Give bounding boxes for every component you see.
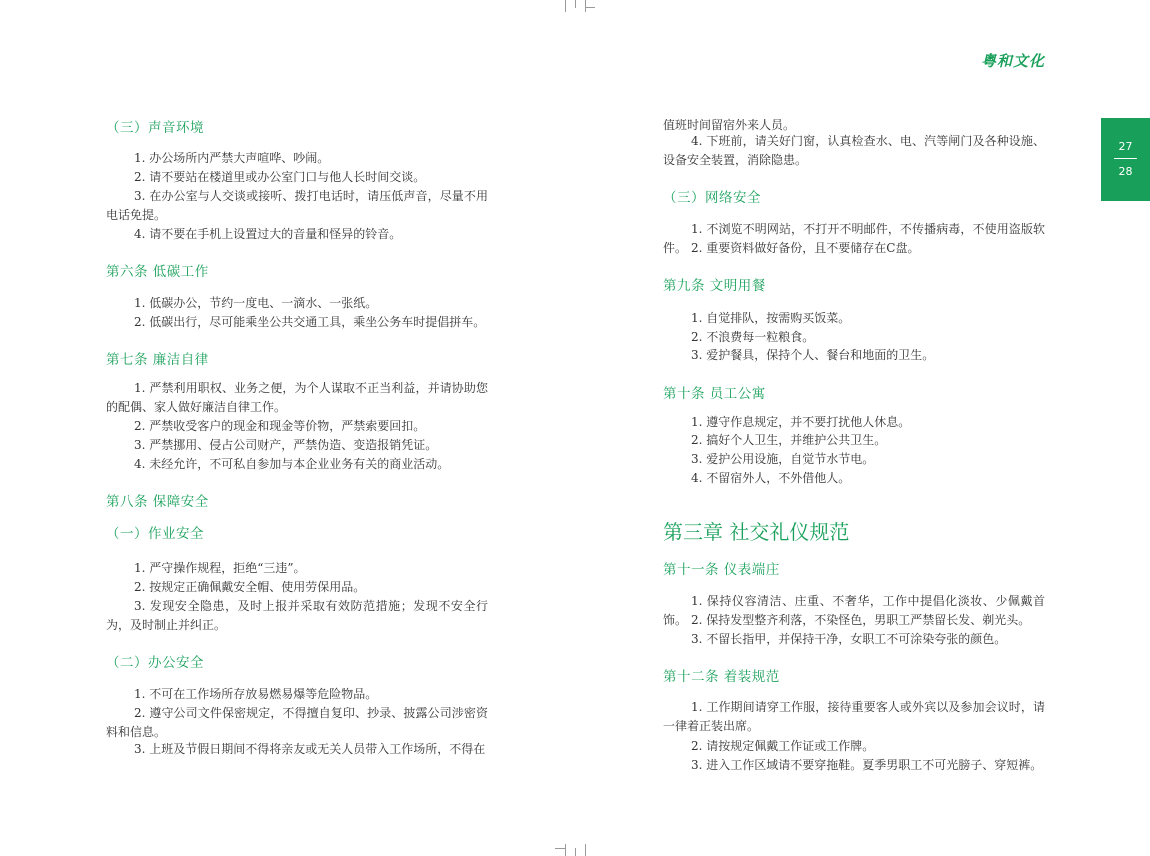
paragraph: 2. 重要资料做好备份，且不要储存在C盘。 xyxy=(691,241,920,255)
article-heading: 第十条 员工公寓 xyxy=(663,386,766,402)
crop-mark-bottom-center xyxy=(575,848,576,856)
paragraph: 3. 严禁挪用、侵占公司财产，严禁伪造、变造报销凭证。 xyxy=(134,438,438,452)
paragraph: 1. 严守操作规程，拒绝“三违”。 xyxy=(134,561,306,575)
paragraph: 1. 低碳办公，节约一度电、一滴水、一张纸。 xyxy=(134,296,378,310)
paragraph: 2. 遵守公司文件保密规定，不得擅自复印、抄录、披露公司涉密资料和信息。 xyxy=(106,706,488,739)
crop-mark-top-left xyxy=(565,0,566,12)
brand-logo: 粤和文化 xyxy=(980,52,1045,70)
paragraph: 3. 发现安全隐患，及时上报并采取有效防范措施；发现不安全行为，及时制止并纠正。 xyxy=(106,599,488,632)
paragraph: 3. 进入工作区域请不要穿拖鞋。夏季男职工不可光膀子、穿短裤。 xyxy=(691,758,1043,772)
paragraph: 1. 不浏览不明网站，不打开不明邮件，不传播病毒，不使用盗版软件。 xyxy=(663,222,1045,255)
paragraph: 1. 不可在工作场所存放易燃易爆等危险物品。 xyxy=(134,687,378,701)
paragraph: 2. 低碳出行，尽可能乘坐公共交通工具，乘坐公务车时提倡拼车。 xyxy=(134,315,486,329)
crop-mark-top-center xyxy=(575,0,576,8)
paragraph: 3. 爱护公用设施，自觉节水节电。 xyxy=(691,452,875,466)
article-heading: 第十二条 着装规范 xyxy=(663,669,780,685)
section-heading: （三）声音环境 xyxy=(106,120,204,136)
section-heading: （二）办公安全 xyxy=(106,655,204,671)
crop-mark-bottom-right xyxy=(585,844,586,856)
crop-mark-bottom-h xyxy=(555,848,565,849)
paragraph: 2. 不浪费每一粒粮食。 xyxy=(691,330,815,344)
paragraph: 4. 下班前，请关好门窗，认真检查水、电、汽等闸门及各种设施、设备安全装置，消除隐患。 xyxy=(663,134,1045,167)
article-heading: 第六条 低碳工作 xyxy=(106,264,209,280)
paragraph: 2. 搞好个人卫生，并维护公共卫生。 xyxy=(691,433,887,447)
paragraph: 2. 保持发型整齐利落，不染怪色，男职工严禁留长发、剃光头。 xyxy=(691,613,1031,627)
paragraph: 1. 办公场所内严禁大声喧哗、吵闹。 xyxy=(134,151,330,165)
paragraph: 3. 不留长指甲，并保持干净，女职工不可涂染夸张的颜色。 xyxy=(691,632,1007,646)
page-number-divider xyxy=(1114,158,1137,159)
paragraph: 4. 未经允许，不可私自参加与本企业业务有关的商业活动。 xyxy=(134,457,450,471)
article-heading: 第七条 廉洁自律 xyxy=(106,352,209,368)
paragraph: 1. 保持仪容清洁、庄重、不奢华，工作中提倡化淡妆、少佩戴首饰。 xyxy=(663,594,1045,627)
paragraph: 2. 请不要站在楼道里或办公室门口与他人长时间交谈。 xyxy=(134,170,426,184)
paragraph: 1. 自觉排队，按需购买饭菜。 xyxy=(691,311,851,325)
paragraph: 2. 严禁收受客户的现金和现金等价物，严禁索要回扣。 xyxy=(134,419,426,433)
paragraph: 4. 请不要在手机上设置过大的音量和怪异的铃音。 xyxy=(134,227,402,241)
page-number-right: 28 xyxy=(1118,165,1133,178)
paragraph: 1. 遵守作息规定，并不要打扰他人休息。 xyxy=(691,415,911,429)
crop-mark-top-right xyxy=(585,0,586,12)
paragraph: 1. 严禁利用职权、业务之便，为个人谋取不正当利益，并请协助您的配偶、家人做好廉洁自律工作。 xyxy=(106,381,488,414)
section-heading: （一）作业安全 xyxy=(106,526,204,542)
article-heading: 第八条 保障安全 xyxy=(106,494,209,510)
paragraph: 2. 请按规定佩戴工作证或工作牌。 xyxy=(691,739,875,753)
article-heading: 第九条 文明用餐 xyxy=(663,278,766,294)
page-number-left: 27 xyxy=(1118,140,1133,153)
article-heading: 第十一条 仪表端庄 xyxy=(663,562,780,578)
paragraph: 4. 不留宿外人，不外借他人。 xyxy=(691,471,851,485)
section-heading: （三）网络安全 xyxy=(663,190,761,206)
paragraph: 3. 爱护餐具，保持个人、餐台和地面的卫生。 xyxy=(691,348,935,362)
page-number-tab xyxy=(1101,118,1150,201)
crop-mark-top-h xyxy=(585,7,595,8)
paragraph-continued: 值班时间留宿外来人员。 xyxy=(663,118,796,132)
paragraph: 3. 上班及节假日期间不得将亲友或无关人员带入工作场所，不得在 xyxy=(134,742,486,756)
crop-mark-bottom-left xyxy=(565,844,566,856)
paragraph: 1. 工作期间请穿工作服，接待重要客人或外宾以及参加会议时，请一律着正装出席。 xyxy=(663,700,1045,733)
chapter-title: 第三章 社交礼仪规范 xyxy=(663,520,850,544)
paragraph: 3. 在办公室与人交谈或接听、拨打电话时，请压低声音，尽量不用电话免提。 xyxy=(106,189,488,222)
paragraph: 2. 按规定正确佩戴安全帽、使用劳保用品。 xyxy=(134,580,366,594)
